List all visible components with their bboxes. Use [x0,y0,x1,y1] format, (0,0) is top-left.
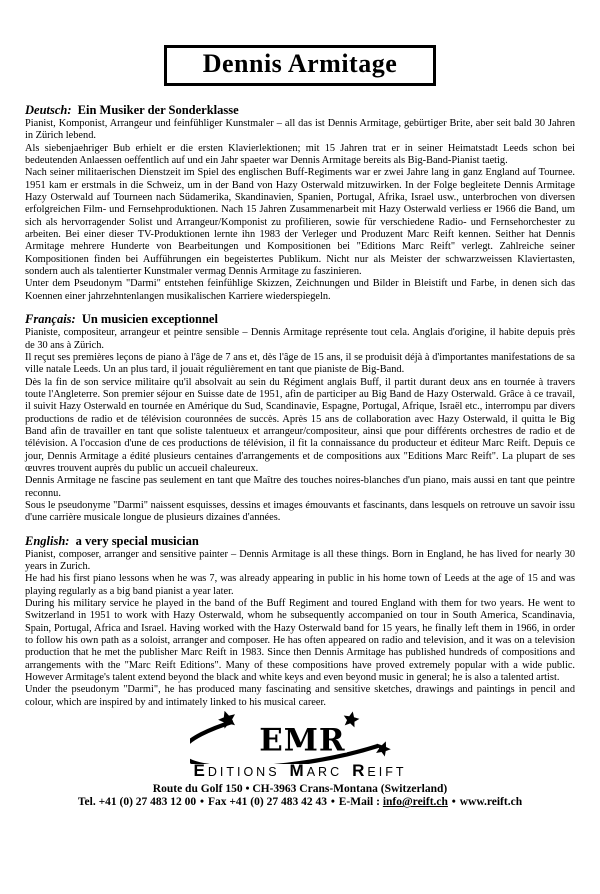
footer [25,711,575,808]
paragraph: Under the pseudonym "Darmi", he has produced many fascinating and sensitive sketches, drawings and paintings in pencil and colour, which are inspired by and intimately linked to his musical career. [25,684,575,708]
paragraph: He had his first piano lessons when he was 7, was already appearing in public in his home town of Leeds at the age of 15 and was playing regularly as a big band pianist a year later. [25,573,575,597]
language-label: Deutsch: [25,103,72,117]
publisher-word [290,763,343,780]
paragraph: Pianist, composer, arranger and sensitive painter – Dennis Armitage is all these things. Born in England, he has lived for nearly 30 years in Zurich. [25,548,575,572]
bullet-separator: • [330,796,335,809]
publisher-word [352,763,406,780]
section-heading-francais [25,312,575,327]
section-title: Un musicien exceptionnel [81,312,218,327]
publisher-wordmark [25,761,575,781]
publisher-word-rest: DITIONS [207,765,280,780]
language-label: English: [25,533,70,548]
section-francais [25,312,575,525]
page-title: Dennis Armitage [202,49,398,78]
section-english [25,534,575,709]
address-line: Route du Golf 150 • CH-3963 Crans-Montana (Switzerland) [152,783,448,796]
sections [25,103,575,709]
emr-logo-text: EMR [259,722,346,759]
bullet-separator: • [200,796,205,809]
publisher-word-initial: R [352,761,368,781]
fax-number: Fax +41 (0) 27 483 42 43 [207,796,327,809]
section-title: Ein Musiker der Sonderklasse [77,103,239,117]
email-label: E-Mail : [338,796,380,809]
paragraph: Dennis Armitage ne fascine pas seulement en tant que Maître des touches noires-blanches d'un piano, mais aussi en tant que peintre reconnu. [25,475,575,499]
paragraph: Pianist, Komponist, Arrangeur und feinfühliger Kunstmaler – all das ist Dennis Armitage, gebürtiger Brite, aber seit bald 30 Jahren in Zürich lebend. [25,118,575,142]
paragraph: Als siebenjaehriger Bub erhielt er die ersten Klavierlektionen; mit 15 Jahren trat er in seiner Heimatstadt Leeds schon bei bedeutenden Anlaessen oeffentlich auf und ein Jahr spaeter war Dennis Armitage bereits als Big-Band-Pianist taetig. [25,142,575,167]
document-page [0,45,600,808]
publisher-word-initial: M [289,761,307,781]
publisher-word-rest: EIFT [367,765,407,780]
paragraph: Pianiste, compositeur, arrangeur et peintre sensible – Dennis Armitage représente tout cela. Anglais d'origine, il habite depuis près de 30 ans à Zürich. [25,327,575,351]
paragraph: Sous le pseudonyme "Darmi" naissent esquisses, dessins et images émouvants et fascinants, dans lesquels on retrouve un savoir issu d'une carrière musicale longue de plusieurs dizaines d'années. [25,499,575,524]
paragraph: Unter dem Pseudonym "Darmi" entstehen feinfühlige Skizzen, Zeichnungen und Bilder in Bleistift und Farbe, in denen sich das Koennen einer jahrzehntenlangen musikalischen Karriere wiederspiegeln. [25,278,575,302]
title-box [164,45,437,86]
website-text: www.reift.ch [459,796,523,809]
email-link[interactable]: info@reift.ch [382,796,448,809]
bullet-separator: • [451,796,456,809]
publisher-word-rest: ARC [306,765,343,780]
language-label: Français: [25,312,76,327]
section-heading-deutsch [25,103,575,118]
publisher-word [194,763,280,780]
phone-number: Tel. +41 (0) 27 483 12 00 [77,796,197,809]
paragraph: Il reçut ses premières leçons de piano à l'âge de 7 ans et, dès l'âge de 15 ans, il se produisit déjà à d'importantes manifestations de sa ville natale Leeds. Un an plus tard, il jouait régulièrement en tant que pianiste de Big-Band. [25,351,575,376]
paragraph: During his military service he played in the band of the Buff Regiment and toured England with them for two years. He went to Switzerland in 1951 to work with Hazy Osterwald, whom he subsequently accompanied on tour in South America, Scandinavia, Spain, Portugal, Africa and Israel. Having worked with the Hazy Osterwald band for 15 years, he finally left them in 1966, in order to follow his own path as a soloist, arranger and composer. He has often appeared on radio and television, and it was on a television production that he met the publisher Marc Reift in 1983. Since then Dennis Armitage has published hundreds of compositions and arrangements with the "Marc Reift Editions". Many of these compositions have proved extremely popular with a wide public. However Armitage's talent extend beyond the black and white keys and even beyond music in general; he is also a talented artist. [25,598,575,684]
paragraph: Nach seiner militaerischen Dienstzeit im Spiel des englischen Buff-Regiments war er zwei Jahre lang in ganz England auf Tournee. 1951 kam er erstmals in die Schweiz, um in der Band von Hazy Osterwald mitzuwirken. In der Folge begleitete Dennis Armitage Hazy Osterwald auf Tourneen nach Südamerika, Skandinavien, Spanien, Portugal, Afrika, Israel usw., unterbrochen von diversen erfolgreichen Film- und Fernsehproduktionen. Nach 15 Jahren Zusammenarbeit mit Hazy Osterwald verliess er 1966 die Band, um sich als hervorragender Solist und Arrangeur/Komponist zu profilieren, sowie für verschiedene Radio- und Fernsehorchester zu arbeiten. Bei einer dieser TV-Produktionen lernte ihn 1983 der Verleger und Produzent Marc Reift kennen. Seither hat Dennis Armitage mehrere Hunderte von Bearbeitungen und Kompositionen bei "Editions Marc Reift" verlegt. Zahlreiche seiner Kompositionen finden bei Aufführungen ein begeistertes Publikum. Nicht nur als Meister der schwarzweissen Klaviertasten, sondern auch als talentierter Kunstmaler vermag Dennis Armitage zu faszinieren. [25,167,575,278]
contact-line [25,796,575,808]
section-title: a very special musician [75,533,199,548]
emr-logo [190,711,410,764]
section-deutsch [25,103,575,303]
publisher-word-initial: E [193,761,208,781]
section-heading-english [25,534,575,549]
paragraph: Dès la fin de son service militaire qu'il absolvait au sein du Régiment anglais Buff, il partit durant deux ans en tournée à travers toute l'Angleterre. Son premier séjour en Suisse date de 1951, afin de participer au Big Band de Hazy Osterwald. Grâce à ce travail, il suivit Hazy Osterwald en tournée en Amérique du Sud, Scandinavie, Espagne, Portugal, Afrique, Israël etc., interrompu par divers productions de radio et de télévision couronnées de succès. Après 15 ans de collaboration avec Hazy Osterwald, il quitta le Big Band afin de travailler en tant que soliste talentueux et arrangeur/compositeur, ainsi que pour différents orchestres de radio et de télévision. A l'occasion d'une de ces productions de télévision, il fit la connaissance du producteur et éditeur Marc Reift. Depuis ce jour, Dennis Armitage a édité plusieurs centaines d'arrangements et de compositions aux "Editions Marc Reift". La plupart de ses œuvres trouvent auprès du public un accueil chaleureux. [25,376,575,474]
